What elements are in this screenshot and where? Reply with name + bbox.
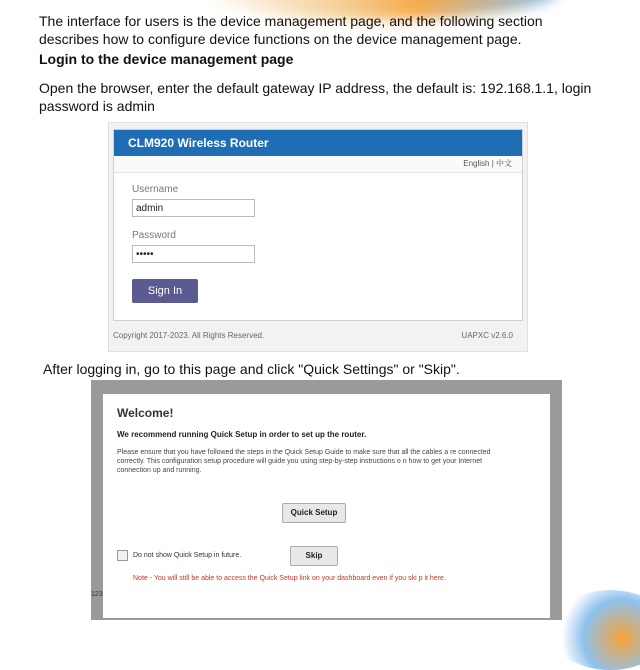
copyright-text: Copyright 2017-2023. All Rights Reserved. (113, 331, 265, 340)
version-text: UAPXC v2.6.0 (461, 331, 513, 340)
welcome-body: Please ensure that you have followed the steps in the Quick Setup Guide to make sure that all the cables a re connected correctly. This configuration setup procedure will guide you using step-by-step instructions o n how to get your Internet connection up and running. (117, 449, 491, 474)
welcome-screenshot (91, 380, 562, 620)
side-number: 123 (91, 591, 103, 598)
do-not-show-checkbox[interactable] (117, 550, 128, 561)
username-label: Username (132, 184, 179, 195)
welcome-recommendation: We recommend running Quick Setup in order to set up the router. (117, 430, 367, 439)
do-not-show-label: Do not show Quick Setup in future. (133, 552, 242, 559)
login-screenshot (108, 122, 528, 352)
decorative-gradient-bottom (550, 590, 640, 670)
sign-in-button[interactable]: Sign In (132, 279, 198, 303)
browser-instructions: Open the browser, enter the default gateway IP address, the default is: 192.168.1.1, login password is admin (39, 80, 592, 114)
intro-paragraph: The interface for users is the device management page, and the following section describes how to configure device functions on the device management page. (39, 13, 543, 47)
welcome-title: Welcome! (117, 406, 174, 420)
section-heading: Login to the device management page (39, 51, 294, 67)
password-label: Password (132, 230, 176, 241)
username-input[interactable]: admin (132, 199, 255, 217)
welcome-panel (103, 394, 550, 618)
quick-setup-button[interactable]: Quick Setup (282, 503, 346, 523)
welcome-note: Note - You will still be able to access the Quick Setup link on your dashboard even if you ski p it here. (133, 575, 446, 582)
login-panel (113, 129, 523, 321)
router-title: CLM920 Wireless Router (114, 130, 522, 156)
password-input[interactable]: ••••• (132, 245, 255, 263)
after-login-instructions: After logging in, go to this page and click "Quick Settings" or "Skip". (43, 361, 460, 377)
skip-button[interactable]: Skip (290, 546, 338, 566)
language-switch[interactable]: English | 中文 (114, 156, 522, 173)
